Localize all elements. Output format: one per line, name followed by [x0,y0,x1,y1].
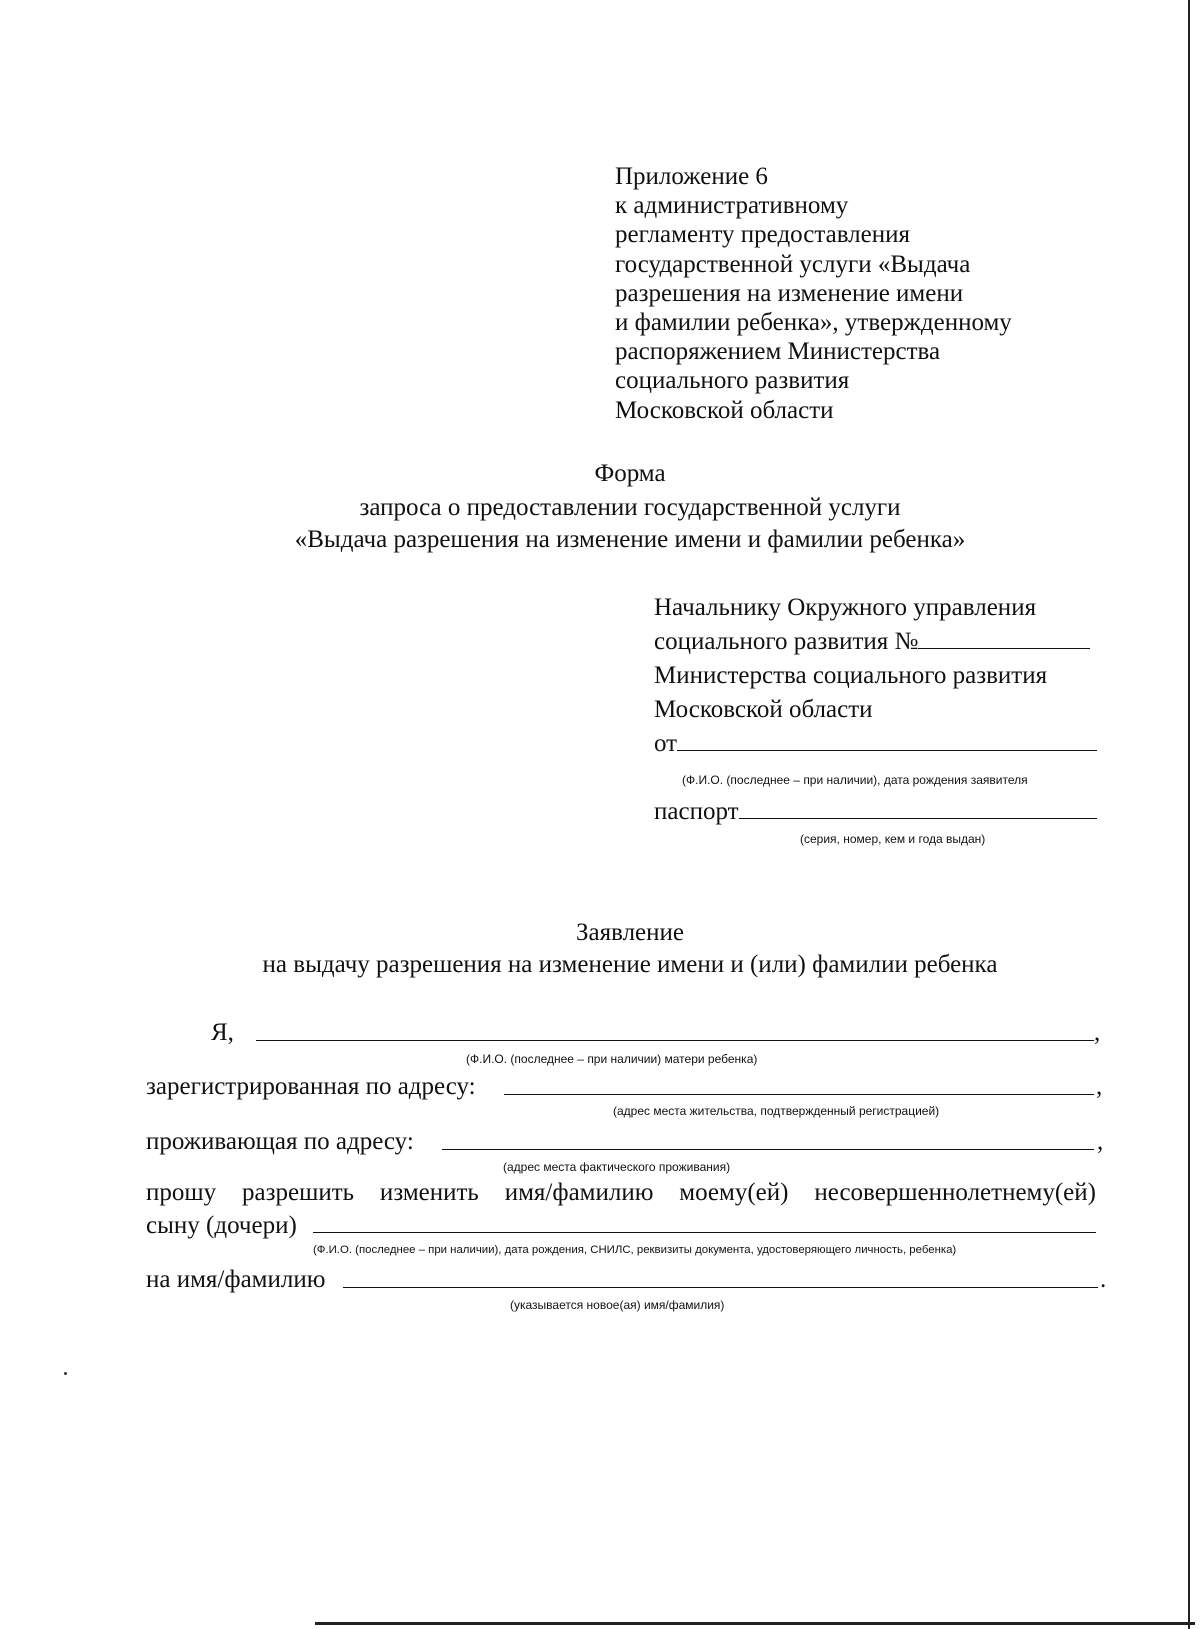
appendix-line: государственной услуги «Выдача [615,250,971,278]
new-name-field[interactable] [343,1287,1098,1288]
appendix-line: Приложение 6 [615,163,768,190]
addressee-line2 [654,628,1090,656]
passport-field[interactable] [739,818,1097,819]
mother-name-field[interactable] [256,1040,1094,1041]
passport-label: паспорт [654,798,739,825]
appendix-line: разрешения на изменение имени [615,279,964,307]
dept-number-field[interactable] [918,648,1090,649]
statement-title: Заявление [575,919,685,946]
appendix-line: Московской области [615,396,834,424]
mother-name-hint: (Ф.И.О. (последнее – при наличии) матери ребенка) [466,1052,758,1066]
form-title: Форма [594,460,666,487]
addressee-line4: Московской области [654,696,873,723]
from-label: от [654,730,678,757]
child-label: сыну (дочери) [146,1212,297,1239]
passport-row [654,798,1097,826]
scan-speck [64,1372,67,1375]
appendix-line: и фамилии ребенка», утвержденному [615,309,1012,337]
child-info-field[interactable] [313,1232,1096,1233]
child-hint: (Ф.И.О. (последнее – при наличии), дата рождения, СНИЛС, реквизиты документа, удостоверяющего личность, ребенка) [313,1244,957,1256]
registered-address-field[interactable] [504,1094,1094,1095]
living-label: проживающая по адресу: [146,1128,414,1155]
new-name-label: на имя/фамилию [146,1266,326,1293]
appendix-line: регламенту предоставления [615,221,911,249]
appendix-block [615,162,1012,425]
registered-label: зарегистрированная по адресу: [146,1073,476,1100]
appendix-line: социального развития [615,367,850,395]
form-subtitle-line1: запроса о предоставлении государственной услуги [359,494,901,521]
new-name-hint: (указывается новое(ая) имя/фамилия) [510,1298,725,1312]
comma: , [1094,1019,1101,1046]
comma: , [1096,1073,1103,1100]
page-edge-bottom [315,1622,1195,1625]
from-row [654,730,1097,758]
statement-subtitle: на выдачу разрешения на изменение имени и (или) фамилии ребенка [262,951,998,978]
form-subtitle-line2: «Выдача разрешения на изменение имени и фамилии ребенка» [294,526,966,553]
period: . [1100,1266,1107,1293]
from-hint: (Ф.И.О. (последнее – при наличии), дата рождения заявителя [682,773,1028,787]
appendix-line: к административному [615,192,849,220]
addressee-line3: Министерства социального развития [654,662,1048,689]
request-line: прошу разрешить изменить имя/фамилию моему(ей) несовершеннолетнему(ей) [146,1179,1096,1206]
living-hint: (адрес места фактического проживания) [503,1160,731,1174]
i-label: Я, [211,1019,234,1046]
living-address-field[interactable] [442,1149,1094,1150]
comma: , [1097,1128,1104,1155]
registered-hint: (адрес места жительства, подтвержденный регистрацией) [613,1104,940,1118]
addressee-line1: Начальнику Окружного управления [654,594,1037,621]
passport-hint: (серия, номер, кем и года выдан) [800,832,986,846]
applicant-name-field[interactable] [677,750,1097,751]
page-edge-right [1188,0,1190,1629]
appendix-line: распоряжением Министерства [615,338,941,366]
addressee-dept-label: социального развития № [654,628,919,655]
